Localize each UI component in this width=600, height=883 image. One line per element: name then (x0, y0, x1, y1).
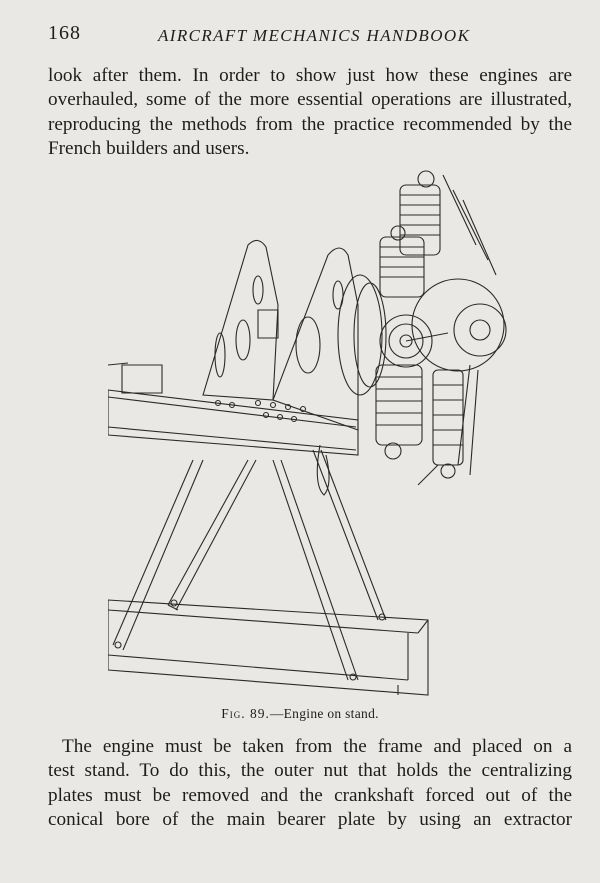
text-line: plates must be removed and the crankshaft forced out of the (48, 784, 572, 806)
rotary-engine (376, 171, 506, 485)
figure-caption (0, 706, 600, 722)
engine-mount-ring (258, 275, 386, 395)
page-number: 168 (48, 22, 81, 44)
page-header (48, 22, 568, 52)
text-line: conical bore of the main bearer plate by using an extractor (48, 808, 572, 830)
paragraph-bottom (48, 735, 572, 832)
text-line: look after them. In order to show just how these engines are (48, 65, 572, 86)
text-line: reproducing the methods from the practice recommended by the (48, 113, 572, 135)
text-line: The engine must be taken from the frame and placed on a (62, 736, 572, 757)
text-line: French builders and users. (48, 137, 250, 159)
gusset-plates (203, 240, 358, 430)
figure-label: Fig. 89. (221, 706, 270, 721)
text-line: test stand. To do this, the outer nut that holds the centralizing (48, 760, 572, 782)
text-line: overhauled, some of the more essential operations are illustrated, (48, 89, 572, 111)
stand-beam (108, 363, 358, 455)
figure-caption-text: —Engine on stand. (269, 706, 379, 721)
engine-on-stand-illustration (108, 165, 558, 705)
stand-legs (113, 450, 386, 680)
paragraph-top (48, 64, 572, 161)
running-title: AIRCRAFT MECHANICS HANDBOOK (158, 26, 471, 45)
